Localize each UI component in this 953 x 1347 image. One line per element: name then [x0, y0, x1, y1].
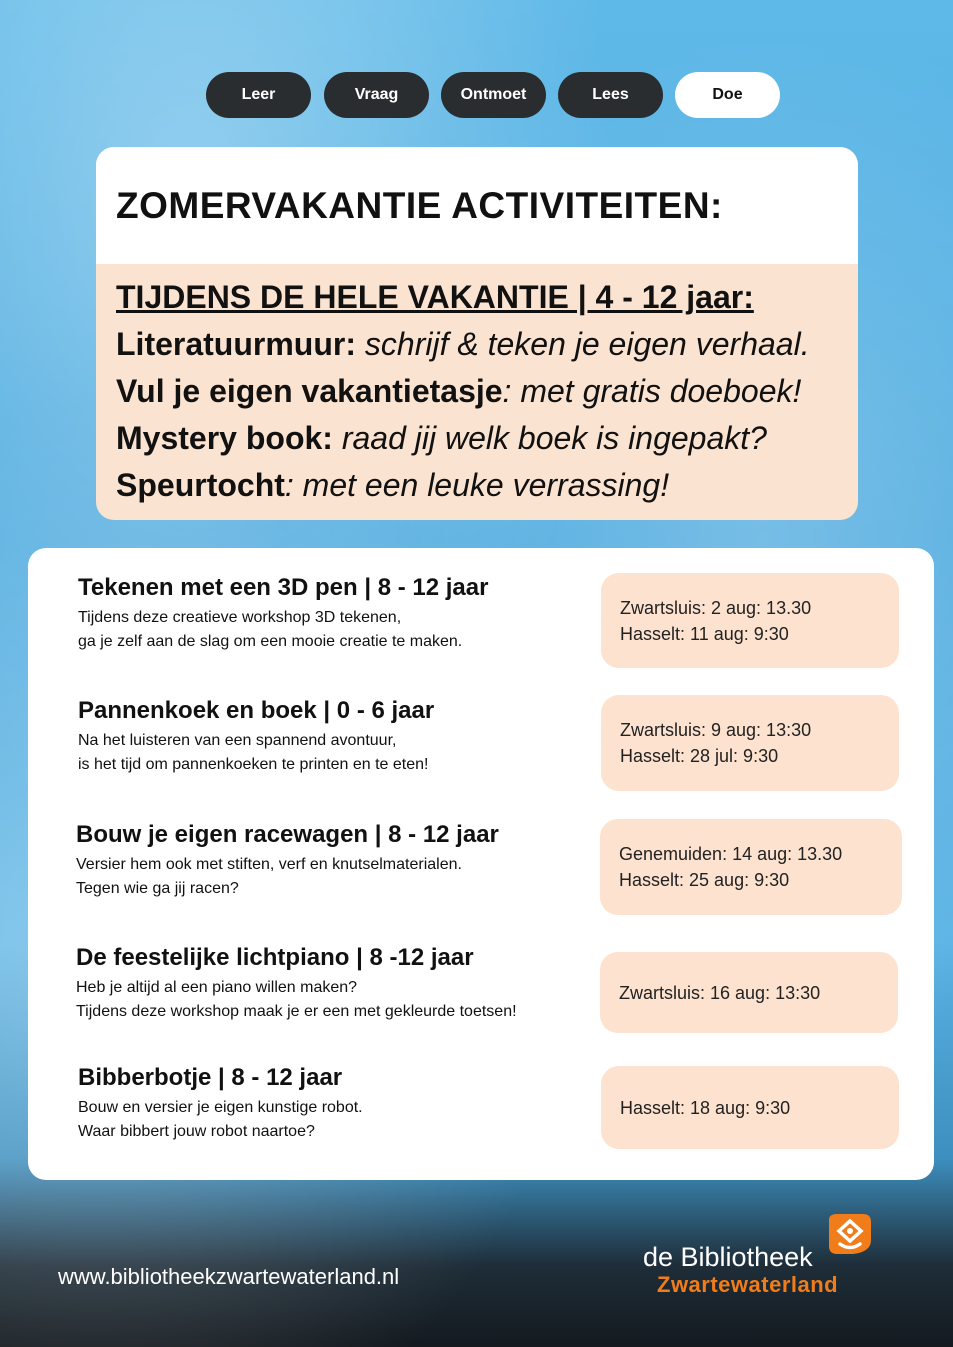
activity-title: Bibberbotje | 8 - 12 jaar — [78, 1064, 343, 1091]
activity-description — [78, 729, 434, 777]
activity-item — [78, 1064, 363, 1144]
activity-desc-line: is het tijd om pannenkoeken te printen en te eten! — [78, 756, 429, 773]
schedule-line: Zwartsluis: 2 aug: 13.30 — [620, 597, 812, 618]
logo-subtitle: Zwartewaterland — [657, 1272, 839, 1297]
activity-title: Tekenen met een 3D pen | 8 - 12 jaar — [78, 574, 489, 601]
title-header — [96, 147, 858, 264]
activity-item — [76, 944, 517, 1024]
activity-schedule — [601, 695, 899, 791]
activities-card — [28, 548, 934, 1180]
holiday-heading: TIJDENS DE HELE VAKANTIE | 4 - 12 jaar: — [116, 279, 754, 315]
activity-schedule — [600, 819, 902, 915]
activity-desc-line: ga je zelf aan de slag om een mooie creatie te maken. — [78, 633, 463, 650]
holiday-item-text: raad jij welk boek is ingepakt? — [332, 420, 767, 456]
activity-description — [76, 853, 499, 901]
holiday-item — [116, 462, 858, 509]
activity-description — [76, 976, 517, 1024]
holiday-item-text: : met gratis doeboek! — [502, 373, 802, 409]
activity-item — [78, 574, 488, 654]
title-card — [96, 147, 858, 520]
activity-schedule — [601, 573, 899, 668]
activity-desc-line: Na het luisteren van een spannend avontuur, — [78, 732, 397, 749]
tab-lees[interactable]: Lees — [558, 72, 663, 118]
activity-item — [78, 697, 434, 777]
schedule-line: Hasselt: 28 jul: 9:30 — [620, 746, 779, 766]
holiday-item-name: Speurtocht — [116, 467, 285, 503]
tab-vraag[interactable]: Vraag — [324, 72, 429, 118]
holiday-item-text: schrijf & teken je eigen verhaal. — [356, 326, 810, 362]
activity-desc-line: Tijdens deze creatieve workshop 3D tekenen, — [78, 609, 402, 626]
website-link[interactable]: www.bibliotheekzwartewaterland.nl — [58, 1264, 400, 1289]
activity-desc-line: Heb je altijd al een piano willen maken? — [76, 979, 358, 996]
holiday-section — [96, 264, 858, 509]
activity-desc-line: Versier hem ook met stiften, verf en knutselmaterialen. — [76, 856, 462, 873]
schedule-line: Hasselt: 18 aug: 9:30 — [620, 1097, 791, 1118]
activity-description — [78, 1096, 363, 1144]
library-logo — [643, 1212, 883, 1302]
schedule-line: Genemuiden: 14 aug: 13.30 — [619, 844, 843, 864]
holiday-item-name: Literatuurmuur: — [116, 326, 356, 362]
tab-doe[interactable]: Doe — [675, 72, 780, 118]
holiday-item-name: Vul je eigen vakantietasje — [116, 373, 503, 409]
schedule-line: Zwartsluis: 16 aug: 13:30 — [619, 982, 821, 1003]
activity-title: De feestelijke lichtpiano | 8 -12 jaar — [76, 944, 474, 971]
schedule-line: Hasselt: 25 aug: 9:30 — [619, 870, 790, 890]
activity-desc-line: Tijdens deze workshop maak je er een met gekleurde toetsen! — [76, 1003, 517, 1020]
activity-title: Pannenkoek en boek | 0 - 6 jaar — [78, 697, 435, 724]
page-title: ZOMERVAKANTIE ACTIVITEITEN: — [116, 184, 723, 226]
activity-title: Bouw je eigen racewagen | 8 - 12 jaar — [76, 821, 499, 848]
activity-item — [76, 821, 499, 901]
library-logo-icon — [823, 1212, 873, 1256]
activity-description — [78, 606, 488, 654]
holiday-item-name: Mystery book: — [116, 420, 333, 456]
holiday-item-text: : met een leuke verrassing! — [284, 467, 670, 503]
tab-leer[interactable]: Leer — [206, 72, 311, 118]
holiday-item — [116, 415, 858, 462]
schedule-line: Hasselt: 11 aug: 9:30 — [620, 623, 789, 644]
activity-desc-line: Waar bibbert jouw robot naartoe? — [78, 1123, 315, 1140]
tab-ontmoet[interactable]: Ontmoet — [441, 72, 546, 118]
logo-name: de Bibliotheek — [643, 1242, 813, 1272]
activity-schedule — [601, 1066, 899, 1149]
holiday-item — [116, 321, 858, 368]
activity-schedule — [600, 952, 898, 1033]
activity-desc-line: Tegen wie ga jij racen? — [76, 880, 239, 897]
activity-desc-line: Bouw en versier je eigen kunstige robot. — [78, 1099, 363, 1116]
schedule-line: Zwartsluis: 9 aug: 13:30 — [620, 720, 812, 740]
holiday-item — [116, 368, 858, 415]
